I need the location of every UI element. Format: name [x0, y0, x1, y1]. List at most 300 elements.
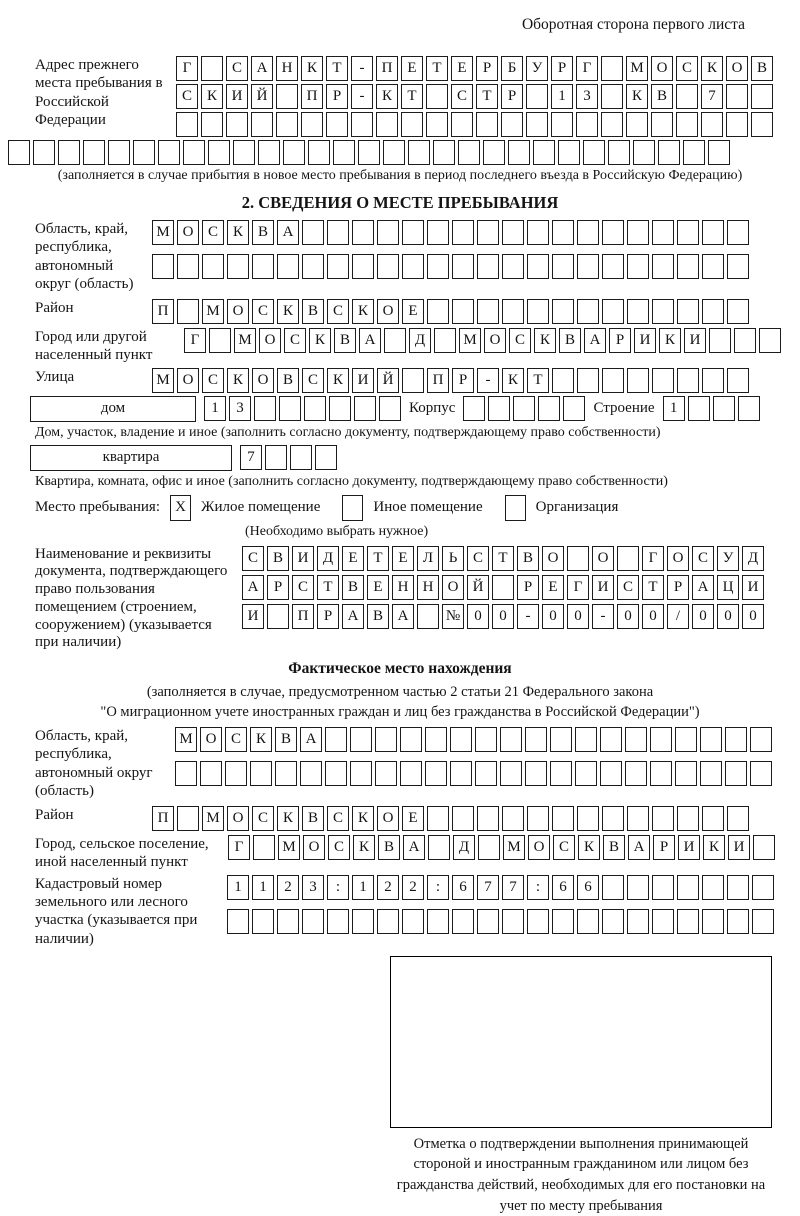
char-box [727, 254, 749, 279]
char-box [726, 84, 748, 109]
char-box [201, 56, 223, 81]
char-box [502, 909, 524, 934]
fact-raion-cells [152, 806, 749, 831]
document-row-2 [242, 575, 764, 600]
stay-label-org: Организация [535, 499, 619, 516]
char-box [502, 220, 524, 245]
prev-address-row-3 [176, 112, 773, 137]
char-box [302, 254, 324, 279]
char-box [577, 909, 599, 934]
char-box: К [578, 835, 600, 860]
char-box: К [201, 84, 223, 109]
char-box: - [351, 84, 373, 109]
char-box [677, 909, 699, 934]
char-box: М [202, 806, 224, 831]
char-box [375, 761, 397, 786]
char-box: С [676, 56, 698, 81]
char-box [600, 761, 622, 786]
char-box [608, 140, 630, 165]
char-box [577, 254, 599, 279]
char-box [433, 140, 455, 165]
char-box [527, 254, 549, 279]
char-box [183, 140, 205, 165]
char-box: О [528, 835, 550, 860]
char-box [683, 140, 705, 165]
fact-oblast-row-2 [175, 761, 772, 786]
char-box: Р [452, 368, 474, 393]
char-box [327, 254, 349, 279]
house-number-cells [204, 396, 401, 421]
char-box [200, 761, 222, 786]
char-box [476, 112, 498, 137]
char-box [601, 84, 623, 109]
char-box: О [227, 806, 249, 831]
char-box: Е [342, 546, 364, 571]
prev-address-row-2 [176, 84, 773, 109]
char-box: А [692, 575, 714, 600]
char-box [252, 254, 274, 279]
char-box: Е [402, 806, 424, 831]
char-box: : [327, 875, 349, 900]
char-box: И [352, 368, 374, 393]
char-box: И [592, 575, 614, 600]
char-box [276, 112, 298, 137]
char-box [358, 140, 380, 165]
char-box: 0 [542, 604, 564, 629]
char-box: Р [609, 328, 631, 353]
char-box [352, 909, 374, 934]
char-box: К [626, 84, 648, 109]
char-box [627, 299, 649, 324]
char-box: С [284, 328, 306, 353]
char-box [677, 254, 699, 279]
char-box [434, 328, 456, 353]
char-box [577, 220, 599, 245]
char-box [427, 254, 449, 279]
char-box: А [392, 604, 414, 629]
char-box [227, 909, 249, 934]
char-box [477, 909, 499, 934]
char-box [633, 140, 655, 165]
char-box: - [517, 604, 539, 629]
char-box: С [176, 84, 198, 109]
char-box: 1 [227, 875, 249, 900]
char-box: 1 [352, 875, 374, 900]
char-box: О [227, 299, 249, 324]
char-box [526, 112, 548, 137]
char-box [377, 254, 399, 279]
char-box [702, 909, 724, 934]
char-box: О [592, 546, 614, 571]
char-box: И [742, 575, 764, 600]
char-box: В [277, 368, 299, 393]
char-box [201, 112, 223, 137]
char-box: К [309, 328, 331, 353]
document-label: Наименование и реквизиты документа, подтверждающего право пользования помещением (строением, сооружением) (указывается при наличии) [35, 545, 228, 651]
apartment-row [0, 445, 800, 471]
char-box [738, 396, 760, 421]
char-box [551, 112, 573, 137]
char-box [450, 761, 472, 786]
char-box [8, 140, 30, 165]
street-cells [152, 368, 749, 393]
char-box [627, 909, 649, 934]
char-box [428, 835, 450, 860]
char-box: А [342, 604, 364, 629]
char-box [677, 220, 699, 245]
char-box: С [202, 220, 224, 245]
char-box [477, 806, 499, 831]
char-box: Ц [717, 575, 739, 600]
char-box: : [427, 875, 449, 900]
char-box: Т [527, 368, 549, 393]
fact-note-2: "О миграционном учете иностранных граждан и лиц без гражданства в Российской Федерации") [100, 703, 700, 720]
char-box [727, 368, 749, 393]
char-box: Е [367, 575, 389, 600]
char-box: Т [401, 84, 423, 109]
char-box [652, 909, 674, 934]
char-box: С [202, 368, 224, 393]
char-box: 0 [617, 604, 639, 629]
char-box [600, 727, 622, 752]
char-box [688, 396, 710, 421]
char-box [650, 727, 672, 752]
char-box: В [367, 604, 389, 629]
char-box [677, 806, 699, 831]
char-box [400, 761, 422, 786]
char-box [177, 299, 199, 324]
street-row [0, 368, 800, 393]
char-box: Д [317, 546, 339, 571]
char-box [700, 727, 722, 752]
char-box: О [252, 368, 274, 393]
stroenie-cells [663, 396, 760, 421]
fact-title: Фактическое место нахождения [288, 659, 512, 677]
char-box [752, 875, 774, 900]
char-box [552, 299, 574, 324]
char-box [329, 396, 351, 421]
char-box [527, 220, 549, 245]
char-box [253, 835, 275, 860]
char-box [158, 140, 180, 165]
char-box [133, 140, 155, 165]
char-box: А [403, 835, 425, 860]
char-box: Р [476, 56, 498, 81]
char-box: О [177, 368, 199, 393]
char-box [450, 727, 472, 752]
prev-address-label: Адрес прежнего места пребывания в Российской Федерации [35, 57, 163, 128]
char-box [377, 909, 399, 934]
char-box [625, 761, 647, 786]
char-box [702, 806, 724, 831]
house-row [0, 396, 800, 422]
stay-checkbox-org [505, 495, 526, 521]
char-box: В [378, 835, 400, 860]
char-box [727, 875, 749, 900]
char-box: 2 [377, 875, 399, 900]
char-box [417, 604, 439, 629]
char-box [727, 299, 749, 324]
char-box [451, 112, 473, 137]
char-box [383, 140, 405, 165]
char-box: С [328, 835, 350, 860]
char-box: - [592, 604, 614, 629]
char-box [325, 727, 347, 752]
section2-title: 2. СВЕДЕНИЯ О МЕСТЕ ПРЕБЫВАНИЯ [241, 193, 559, 212]
fact-oblast-row-1 [175, 727, 772, 752]
char-box: С [252, 806, 274, 831]
char-box [501, 112, 523, 137]
char-box: У [526, 56, 548, 81]
char-box [752, 909, 774, 934]
char-box: А [251, 56, 273, 81]
char-box [258, 140, 280, 165]
char-box [402, 220, 424, 245]
char-box [567, 546, 589, 571]
char-box: Г [642, 546, 664, 571]
char-box [652, 220, 674, 245]
document-cell-rows [242, 546, 764, 629]
char-box: С [225, 727, 247, 752]
stay-type-row [0, 495, 800, 521]
char-box: 3 [576, 84, 598, 109]
char-box [354, 396, 376, 421]
char-box [352, 220, 374, 245]
char-box [533, 140, 555, 165]
char-box [350, 761, 372, 786]
char-box [233, 140, 255, 165]
char-box [575, 761, 597, 786]
char-box: И [684, 328, 706, 353]
char-box: К [353, 835, 375, 860]
char-box [577, 806, 599, 831]
char-box: Й [377, 368, 399, 393]
char-box: В [342, 575, 364, 600]
char-box [702, 254, 724, 279]
char-box: К [301, 56, 323, 81]
char-box [483, 140, 505, 165]
char-box [265, 445, 287, 470]
char-box [626, 112, 648, 137]
char-box: И [226, 84, 248, 109]
char-box [627, 368, 649, 393]
char-box: Р [667, 575, 689, 600]
char-box: К [376, 84, 398, 109]
char-box: М [152, 220, 174, 245]
char-box [677, 299, 699, 324]
char-box [602, 368, 624, 393]
char-box: 0 [717, 604, 739, 629]
char-box: Т [367, 546, 389, 571]
char-box: 7 [477, 875, 499, 900]
char-box [577, 368, 599, 393]
char-box: О [667, 546, 689, 571]
char-box: С [467, 546, 489, 571]
confirmation-mark-area [390, 956, 772, 1216]
fact-oblast-block [0, 727, 800, 800]
char-box: 1 [551, 84, 573, 109]
char-box [326, 112, 348, 137]
char-box: 6 [452, 875, 474, 900]
char-box: Р [551, 56, 573, 81]
char-box: И [728, 835, 750, 860]
fact-city-cells [228, 835, 775, 860]
char-box: П [152, 299, 174, 324]
char-box [452, 299, 474, 324]
char-box [315, 445, 337, 470]
char-box: Д [409, 328, 431, 353]
char-box: 1 [252, 875, 274, 900]
fact-raion-label: Район [35, 807, 74, 824]
char-box [708, 140, 730, 165]
document-row-3 [242, 604, 764, 629]
char-box: : [527, 875, 549, 900]
fact-raion-row [0, 806, 800, 831]
char-box [408, 140, 430, 165]
char-box: 0 [492, 604, 514, 629]
stay-checkbox-inoe [342, 495, 363, 521]
char-box: 7 [502, 875, 524, 900]
char-box: С [242, 546, 264, 571]
korpus-label: Корпус [409, 400, 456, 417]
char-box: К [659, 328, 681, 353]
char-box [652, 254, 674, 279]
char-box [377, 220, 399, 245]
char-box: О [726, 56, 748, 81]
char-box [400, 727, 422, 752]
char-box: М [152, 368, 174, 393]
prev-address-cell-rows [176, 56, 773, 137]
char-box: В [267, 546, 289, 571]
char-box: Е [451, 56, 473, 81]
char-box [627, 220, 649, 245]
char-box [458, 140, 480, 165]
char-box: М [278, 835, 300, 860]
char-box: К [352, 299, 374, 324]
char-box [577, 299, 599, 324]
char-box: П [152, 806, 174, 831]
char-box [327, 220, 349, 245]
confirmation-mark-caption: Отметка о подтверждении выполнения принимающей стороной и иностранным гражданином или лицом без гражданства действий, необходимых для его постановки на учет по месту пребывания [396, 1135, 766, 1214]
char-box [58, 140, 80, 165]
char-box [176, 112, 198, 137]
char-box [652, 806, 674, 831]
char-box: О [542, 546, 564, 571]
fact-note-1: (заполняется в случае, предусмотренном частью 2 статьи 21 Федерального закона [146, 683, 654, 700]
city-row [0, 328, 800, 365]
char-box: А [242, 575, 264, 600]
char-box [252, 909, 274, 934]
char-box [492, 575, 514, 600]
char-box [675, 761, 697, 786]
char-box: С [451, 84, 473, 109]
char-box [475, 761, 497, 786]
char-box [425, 727, 447, 752]
char-box [477, 299, 499, 324]
char-box [327, 909, 349, 934]
char-box: О [377, 299, 399, 324]
char-box: М [202, 299, 224, 324]
char-box [226, 112, 248, 137]
page-side-note: Оборотная сторона первого листа [521, 16, 745, 33]
char-box [677, 368, 699, 393]
char-box: № [442, 604, 464, 629]
char-box: Р [501, 84, 523, 109]
char-box [725, 727, 747, 752]
street-label: Улица [35, 368, 75, 385]
char-box [452, 806, 474, 831]
char-box: Т [326, 56, 348, 81]
char-box: В [751, 56, 773, 81]
char-box: Р [517, 575, 539, 600]
char-box [627, 875, 649, 900]
char-box [602, 909, 624, 934]
char-box: В [275, 727, 297, 752]
char-box [527, 909, 549, 934]
char-box: С [327, 299, 349, 324]
char-box: Т [426, 56, 448, 81]
raion-cells [152, 299, 749, 324]
char-box [427, 220, 449, 245]
char-box: С [692, 546, 714, 571]
fact-oblast-cell-rows [175, 727, 772, 786]
char-box: И [634, 328, 656, 353]
char-box: К [227, 368, 249, 393]
char-box: Й [251, 84, 273, 109]
char-box [350, 727, 372, 752]
char-box [702, 220, 724, 245]
char-box [290, 445, 312, 470]
oblast-label: Область, край, республика, автономный округ (область) [35, 221, 134, 292]
char-box [277, 909, 299, 934]
char-box: 2 [277, 875, 299, 900]
raion-row [0, 299, 800, 324]
char-box [452, 254, 474, 279]
stay-type-label: Место пребывания: [35, 499, 160, 516]
char-box [513, 396, 535, 421]
document-row-1 [242, 546, 764, 571]
korpus-cells [463, 396, 585, 421]
house-wide-box: дом [30, 396, 196, 422]
char-box: А [628, 835, 650, 860]
char-box: С [292, 575, 314, 600]
char-box: О [651, 56, 673, 81]
char-box [734, 328, 756, 353]
char-box [713, 396, 735, 421]
char-box: В [603, 835, 625, 860]
char-box [552, 368, 574, 393]
char-box [452, 909, 474, 934]
char-box [575, 727, 597, 752]
char-box: 6 [552, 875, 574, 900]
char-box: 3 [229, 396, 251, 421]
char-box [617, 546, 639, 571]
char-box: К [534, 328, 556, 353]
char-box [751, 112, 773, 137]
char-box: Г [184, 328, 206, 353]
stay-label-inoe: Иное помещение [373, 499, 483, 516]
char-box [726, 112, 748, 137]
char-box: Н [276, 56, 298, 81]
char-box [750, 761, 772, 786]
char-box: 0 [742, 604, 764, 629]
char-box [676, 112, 698, 137]
char-box [650, 761, 672, 786]
char-box [602, 875, 624, 900]
prev-address-row-1 [176, 56, 773, 81]
char-box [750, 727, 772, 752]
stay-checkbox-zhiloe: X [170, 495, 191, 521]
